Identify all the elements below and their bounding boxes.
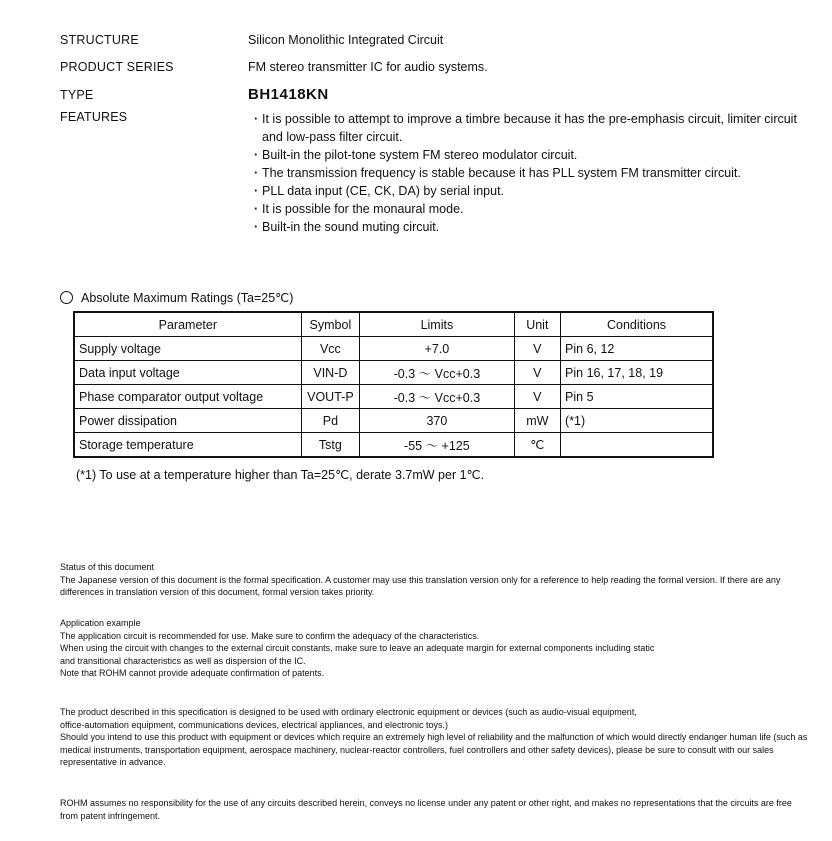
features-list — [255, 110, 815, 236]
cell-unit: V — [514, 361, 560, 385]
status-title: Status of this document — [60, 562, 155, 572]
ratings-title — [60, 290, 293, 305]
feature-item: · It is possible to attempt to improve a timbre because it has the pre-emphasis circuit, limiter circuit and low-pass filter circuit. — [255, 110, 815, 146]
product-series-label: PRODUCT SERIES — [60, 60, 174, 74]
cell-unit: V — [514, 337, 560, 361]
cell-conditions: Pin 16, 17, 18, 19 — [561, 361, 713, 385]
circle-icon — [60, 291, 73, 304]
table-row — [74, 385, 713, 409]
rohm-disclaimer-text: ROHM assumes no responsibility for the use of any circuits described herein, conveys no license under any patent or other right, and makes no representations that the circuits are free from patent infringement. — [60, 798, 792, 821]
cell-parameter: Data input voltage — [74, 361, 301, 385]
product-use-line: The product described in this specification is designed to be used with ordinary electronic equipment or devices (such as audio-visual equipment, — [60, 707, 637, 717]
cell-conditions — [561, 433, 713, 458]
application-line: The application circuit is recommended for use. Make sure to confirm the adequacy of the characteristics. — [60, 630, 480, 641]
product-use-line: Should you intend to use this product with equipment or devices which require an extremely high level of reliability and the malfunction of which would directly endanger human life (such as medical instruments, transportation equipment, aerospace machinery, nuclear-reactor controllers, fuel controllers and other safety devices), please be sure to consult with our sales representative in advance. — [60, 732, 808, 767]
application-title: Application example — [60, 618, 141, 628]
header-symbol: Symbol — [301, 312, 360, 337]
features-label: FEATURES — [60, 110, 128, 124]
header-unit: Unit — [514, 312, 560, 337]
ratings-title-text: Absolute Maximum Ratings (Ta=25℃) — [81, 291, 294, 305]
cell-unit: V — [514, 385, 560, 409]
cell-conditions: Pin 6, 12 — [561, 337, 713, 361]
ratings-table — [73, 311, 714, 458]
product-use-line: office-automation equipment, communications devices, electrical appliances, and electronic toys.) — [60, 719, 449, 730]
cell-parameter: Supply voltage — [74, 337, 301, 361]
rohm-disclaimer — [60, 797, 810, 822]
feature-item: · The transmission frequency is stable because it has PLL system FM transmitter circuit. — [255, 164, 815, 182]
application-line: and transitional characteristics as well as dispersion of the IC. — [60, 655, 306, 666]
ratings-note: (*1) To use at a temperature higher than Ta=25℃, derate 3.7mW per 1℃. — [76, 468, 485, 482]
table-row — [74, 337, 713, 361]
table-header-row — [74, 312, 713, 337]
cell-unit: ℃ — [514, 433, 560, 458]
product-series-value: FM stereo transmitter IC for audio systems. — [248, 60, 488, 74]
header-conditions: Conditions — [561, 312, 713, 337]
application-section — [60, 617, 810, 680]
cell-unit: mW — [514, 409, 560, 433]
table-row — [74, 409, 713, 433]
header-parameter: Parameter — [74, 312, 301, 337]
cell-parameter: Storage temperature — [74, 433, 301, 458]
structure-label: STRUCTURE — [60, 33, 139, 47]
cell-limits: +7.0 — [360, 337, 514, 361]
status-section — [60, 561, 810, 599]
cell-symbol: Tstg — [301, 433, 360, 458]
status-text: The Japanese version of this document is the formal specification. A customer may use this translation version only for a reference to help reading the formal version. If there are any differences in translation version of this document, formal version takes priority. — [60, 574, 781, 597]
cell-symbol: VIN-D — [301, 361, 360, 385]
type-value: BH1418KN — [248, 86, 329, 103]
cell-limits: -55 ～ +125 — [360, 433, 514, 458]
feature-item: · PLL data input (CE, CK, DA) by serial input. — [255, 182, 815, 200]
structure-value: Silicon Monolithic Integrated Circuit — [248, 33, 444, 47]
cell-conditions: (*1) — [561, 409, 713, 433]
application-line: When using the circuit with changes to the external circuit constants, make sure to leave an adequate margin for external components including static — [60, 643, 655, 653]
cell-limits: -0.3 ～ Vcc+0.3 — [360, 361, 514, 385]
feature-item: · Built-in the sound muting circuit. — [255, 218, 815, 236]
cell-limits: -0.3 ～ Vcc+0.3 — [360, 385, 514, 409]
cell-limits: 370 — [360, 409, 514, 433]
cell-parameter: Power dissipation — [74, 409, 301, 433]
application-line: Note that ROHM cannot provide adequate confirmation of patents. — [60, 668, 325, 678]
type-label: TYPE — [60, 88, 94, 102]
table-row — [74, 361, 713, 385]
cell-symbol: Pd — [301, 409, 360, 433]
product-use-section — [60, 706, 810, 769]
feature-item: · Built-in the pilot-tone system FM stereo modulator circuit. — [255, 146, 815, 164]
cell-symbol: Vcc — [301, 337, 360, 361]
cell-parameter: Phase comparator output voltage — [74, 385, 301, 409]
header-limits: Limits — [360, 312, 514, 337]
feature-item: · It is possible for the monaural mode. — [255, 200, 815, 218]
table-row — [74, 433, 713, 458]
cell-symbol: VOUT-P — [301, 385, 360, 409]
cell-conditions: Pin 5 — [561, 385, 713, 409]
